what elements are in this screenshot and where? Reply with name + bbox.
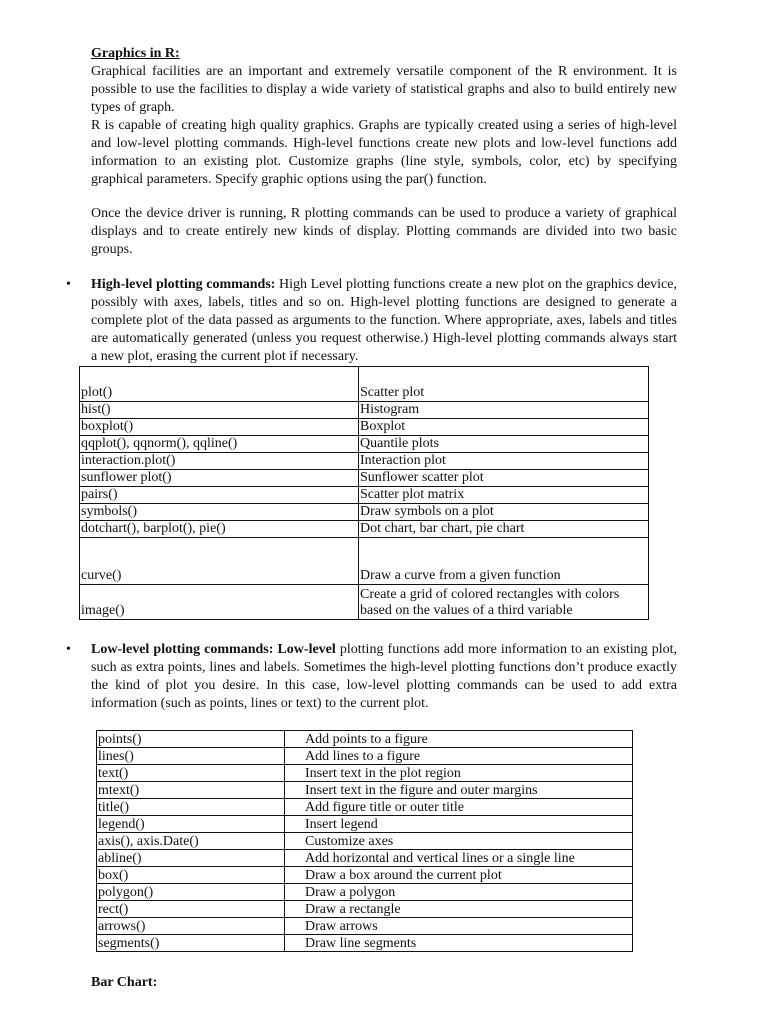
description-cell: Insert text in the plot region (285, 765, 633, 782)
low-level-label: Low-level plotting commands: Low-level (91, 642, 336, 657)
function-cell: mtext() (97, 782, 285, 799)
table-row (97, 901, 633, 918)
function-cell: image() (80, 585, 359, 620)
table-row (97, 850, 633, 867)
table-row (80, 402, 649, 419)
table-row (80, 436, 649, 453)
table-row (97, 833, 633, 850)
description-cell: Insert text in the figure and outer margins (285, 782, 633, 799)
table-row (80, 521, 649, 538)
low-level-text: plotting functions add more information to an existing plot, such as extra points, lines and labels. Sometimes the high-level plotting functions don’t produce exactly the kind of plot you desire. In this case, low-level plotting commands can be used to add extra information (such as points, lines or text) to the current plot. (91, 642, 678, 711)
bullet-icon: • (66, 642, 71, 657)
description-cell: Histogram (359, 402, 649, 419)
function-cell: sunflower plot() (80, 470, 359, 487)
description-cell: Sunflower scatter plot (359, 470, 649, 487)
table-row (97, 748, 633, 765)
function-cell: dotchart(), barplot(), pie() (80, 521, 359, 538)
description-cell: Boxplot (359, 419, 649, 436)
function-cell: axis(), axis.Date() (97, 833, 285, 850)
function-cell: hist() (80, 402, 359, 419)
function-cell: abline() (97, 850, 285, 867)
function-cell: legend() (97, 816, 285, 833)
description-cell: Interaction plot (359, 453, 649, 470)
description-cell: Create a grid of colored rectangles with colors based on the values of a third variable (359, 585, 649, 620)
function-cell: polygon() (97, 884, 285, 901)
description-cell: Add lines to a figure (285, 748, 633, 765)
description-cell: Draw a curve from a given function (359, 538, 649, 585)
high-level-text: High Level plotting functions create a new plot on the graphics device, possibly with axes, labels, titles and so on. High-level plotting functions are designed to generate a complete plot of the data passed as arguments to the function. Where appropriate, axes, labels and titles are automatically generated (unless you request otherwise.) High-level plotting commands always start a new plot, erasing the current plot if necessary. (91, 277, 677, 364)
table-row (80, 585, 649, 620)
description-cell: Dot chart, bar chart, pie chart (359, 521, 649, 538)
high-level-paragraph (91, 276, 677, 366)
table-row (97, 884, 633, 901)
low-level-paragraph (91, 641, 677, 713)
function-cell: points() (97, 731, 285, 748)
description-cell: Scatter plot matrix (359, 487, 649, 504)
function-cell: symbols() (80, 504, 359, 521)
table-row (80, 538, 649, 585)
table-row (97, 918, 633, 935)
function-cell: rect() (97, 901, 285, 918)
table-row (97, 765, 633, 782)
description-cell: Scatter plot (359, 367, 649, 402)
function-cell: boxplot() (80, 419, 359, 436)
description-cell: Add figure title or outer title (285, 799, 633, 816)
bullet-icon: • (66, 277, 71, 292)
table-row (80, 367, 649, 402)
table-row (80, 419, 649, 436)
table-row (80, 453, 649, 470)
function-cell: text() (97, 765, 285, 782)
table-row (97, 867, 633, 884)
description-cell: Add horizontal and vertical lines or a single line (285, 850, 633, 867)
description-cell: Draw symbols on a plot (359, 504, 649, 521)
function-cell: arrows() (97, 918, 285, 935)
function-cell: pairs() (80, 487, 359, 504)
table-row (97, 816, 633, 833)
function-cell: title() (97, 799, 285, 816)
table-row (80, 504, 649, 521)
table-row (97, 782, 633, 799)
description-cell: Quantile plots (359, 436, 649, 453)
table-row (97, 799, 633, 816)
function-cell: segments() (97, 935, 285, 952)
description-cell: Draw line segments (285, 935, 633, 952)
description-cell: Draw arrows (285, 918, 633, 935)
high-level-table (79, 366, 649, 620)
intro-paragraph-3: Once the device driver is running, R plotting commands can be used to produce a variety of graphical displays and to create entirely new kinds of display. Plotting commands are divided into two basic groups. (91, 206, 677, 257)
bar-chart-heading: Bar Chart: (91, 975, 158, 990)
intro-paragraph-2: R is capable of creating high quality graphics. Graphs are typically created using a series of high-level and low-level plotting commands. High-level functions create new plots and low-level functions add information to an existing plot. Customize graphs (line style, symbols, color, etc) by specifying graphical parameters. Specify graphic options using the par() function. (91, 118, 677, 187)
description-cell: Insert legend (285, 816, 633, 833)
function-cell: lines() (97, 748, 285, 765)
intro-paragraph-1: Graphical facilities are an important and extremely versatile component of the R environment. It is possible to use the facilities to display a wide variety of statistical graphs and also to build entirely new types of graph. (91, 64, 677, 115)
table-row (97, 731, 633, 748)
description-cell: Draw a polygon (285, 884, 633, 901)
function-cell: interaction.plot() (80, 453, 359, 470)
table-row (97, 935, 633, 952)
function-cell: qqplot(), qqnorm(), qqline() (80, 436, 359, 453)
table-row (80, 487, 649, 504)
function-cell: box() (97, 867, 285, 884)
function-cell: curve() (80, 538, 359, 585)
high-level-label: High-level plotting commands: (91, 277, 276, 292)
description-cell: Draw a rectangle (285, 901, 633, 918)
function-cell: plot() (80, 367, 359, 402)
low-level-table (96, 730, 633, 952)
table-row (80, 470, 649, 487)
description-cell: Add points to a figure (285, 731, 633, 748)
page-title: Graphics in R: (91, 46, 180, 61)
description-cell: Customize axes (285, 833, 633, 850)
description-cell: Draw a box around the current plot (285, 867, 633, 884)
